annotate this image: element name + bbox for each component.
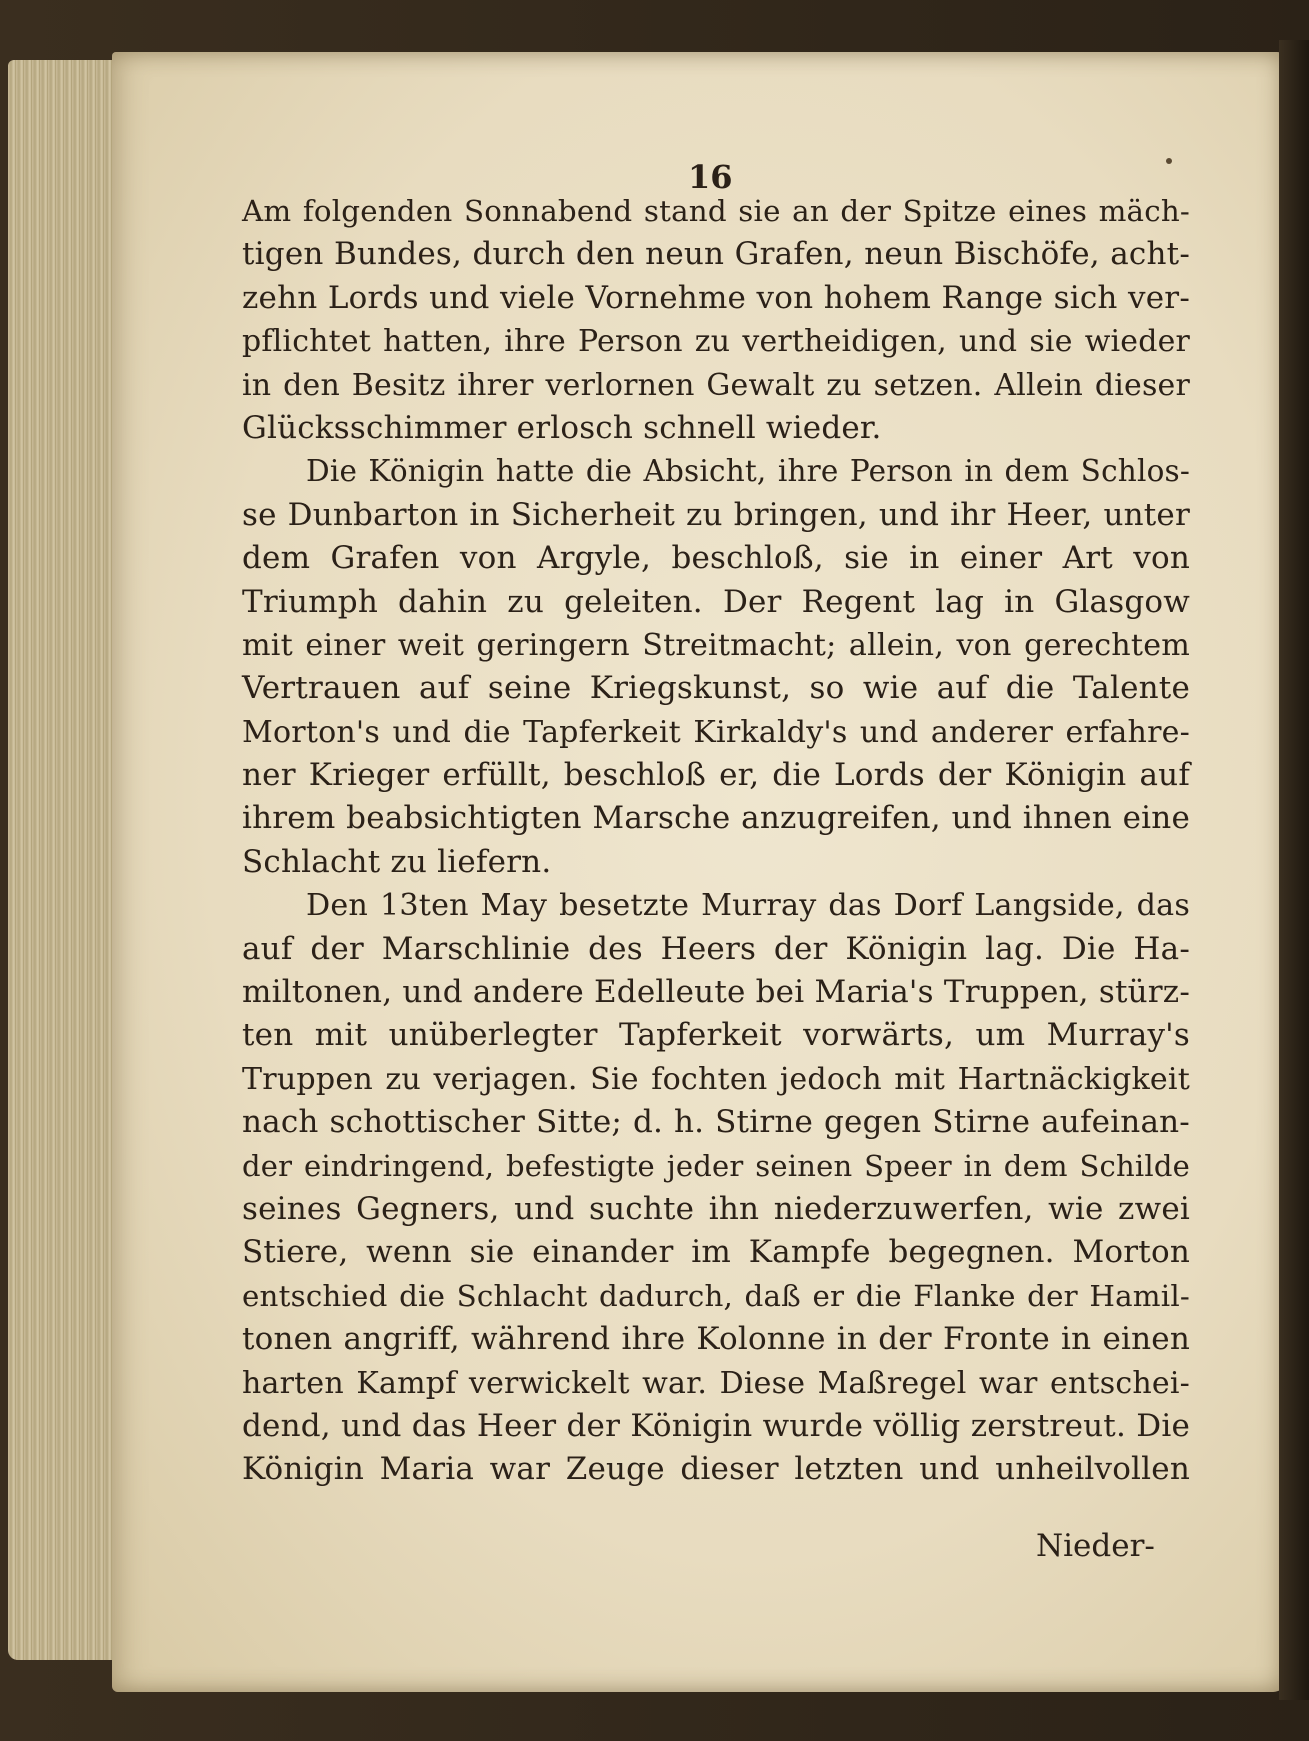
text-line: der eindringend, befestigte jeder seinen Speer in dem Schilde — [242, 1148, 1190, 1183]
text-line: Triumph dahin zu geleiten. Der Regent lag in Glasgow — [242, 583, 1190, 620]
text-line: zehn Lords und viele Vornehme von hohem Range sich ver- — [242, 279, 1190, 316]
text-line: dend, und das Heer der Königin wurde völlig zerstreut. Die — [242, 1407, 1190, 1444]
book-cover-edge — [1279, 40, 1309, 1700]
catchword: Nieder- — [1036, 1528, 1155, 1564]
text-line: se Dunbarton in Sicherheit zu bringen, und ihr Heer, unter — [242, 496, 1190, 533]
text-line: in den Besitz ihrer verlornen Gewalt zu setzen. Allein dieser — [242, 367, 1190, 403]
text-line: mit einer weit geringern Streitmacht; allein, von gerechtem — [242, 627, 1190, 663]
text-line: tonen angriff, während ihre Kolonne in der Fronte in einen — [242, 1321, 1190, 1358]
text-line: Glücksschimmer erlosch schnell wieder. — [242, 409, 882, 446]
body-text — [242, 190, 1190, 1492]
text-line: seines Gegners, und suchte ihn niederzuwerfen, wie zwei — [242, 1190, 1190, 1227]
text-line: Morton's und die Tapferkeit Kirkaldy's und anderer erfahre- — [242, 714, 1190, 750]
text-line: miltonen, und andere Edelleute bei Maria's Truppen, stürz- — [242, 974, 1190, 1011]
text-line: auf der Marschlinie des Heers der Königin lag. Die Ha- — [242, 930, 1190, 967]
text-line: Am folgenden Sonnabend stand sie an der Spitze eines mäch- — [242, 194, 1190, 228]
text-line: Schlacht zu liefern. — [242, 843, 552, 880]
text-line: Die Königin hatte die Absicht, ihre Person in dem Schlos- — [306, 454, 1190, 489]
text-line: ihrem beabsichtigten Marsche anzugreifen, und ihnen eine — [242, 800, 1190, 837]
paragraph-2 — [242, 450, 1190, 884]
text-line: Vertrauen auf seine Kriegskunst, so wie auf die Talente — [242, 670, 1190, 707]
text-line: ner Krieger erfüllt, beschloß er, die Lords der Königin auf — [242, 757, 1190, 794]
text-line: ten mit unüberlegter Tapferkeit vorwärts, um Murray's — [242, 1017, 1190, 1054]
text-line: tigen Bundes, durch den neun Grafen, neun Bischöfe, acht- — [242, 236, 1190, 273]
text-line: Königin Maria war Zeuge dieser letzten und unheilvollen — [242, 1451, 1190, 1488]
text-line: Den 13ten May besetzte Murray das Dorf Langside, das — [306, 888, 1190, 924]
text-line: harten Kampf verwickelt war. Diese Maßregel war entschei- — [242, 1365, 1190, 1401]
paragraph-3 — [242, 884, 1190, 1491]
text-line: Stiere, wenn sie einander im Kampfe begegnen. Morton — [242, 1234, 1190, 1271]
text-line: dem Grafen von Argyle, beschloß, sie in einer Art von — [242, 540, 1190, 577]
text-line: pflichtet hatten, ihre Person zu vertheidigen, und sie wieder — [242, 324, 1190, 360]
text-line: nach schottischer Sitte; d. h. Stirne gegen Stirne aufeinan- — [242, 1104, 1190, 1141]
text-line: entschied die Schlacht dadurch, daß er die Flanke der Hamil- — [242, 1278, 1190, 1313]
page-number: 16 — [688, 158, 733, 196]
text-line: Truppen zu verjagen. Sie fochten jedoch mit Hartnäckigkeit — [242, 1061, 1190, 1097]
paragraph-1 — [242, 190, 1190, 450]
ink-spot — [1166, 158, 1172, 164]
